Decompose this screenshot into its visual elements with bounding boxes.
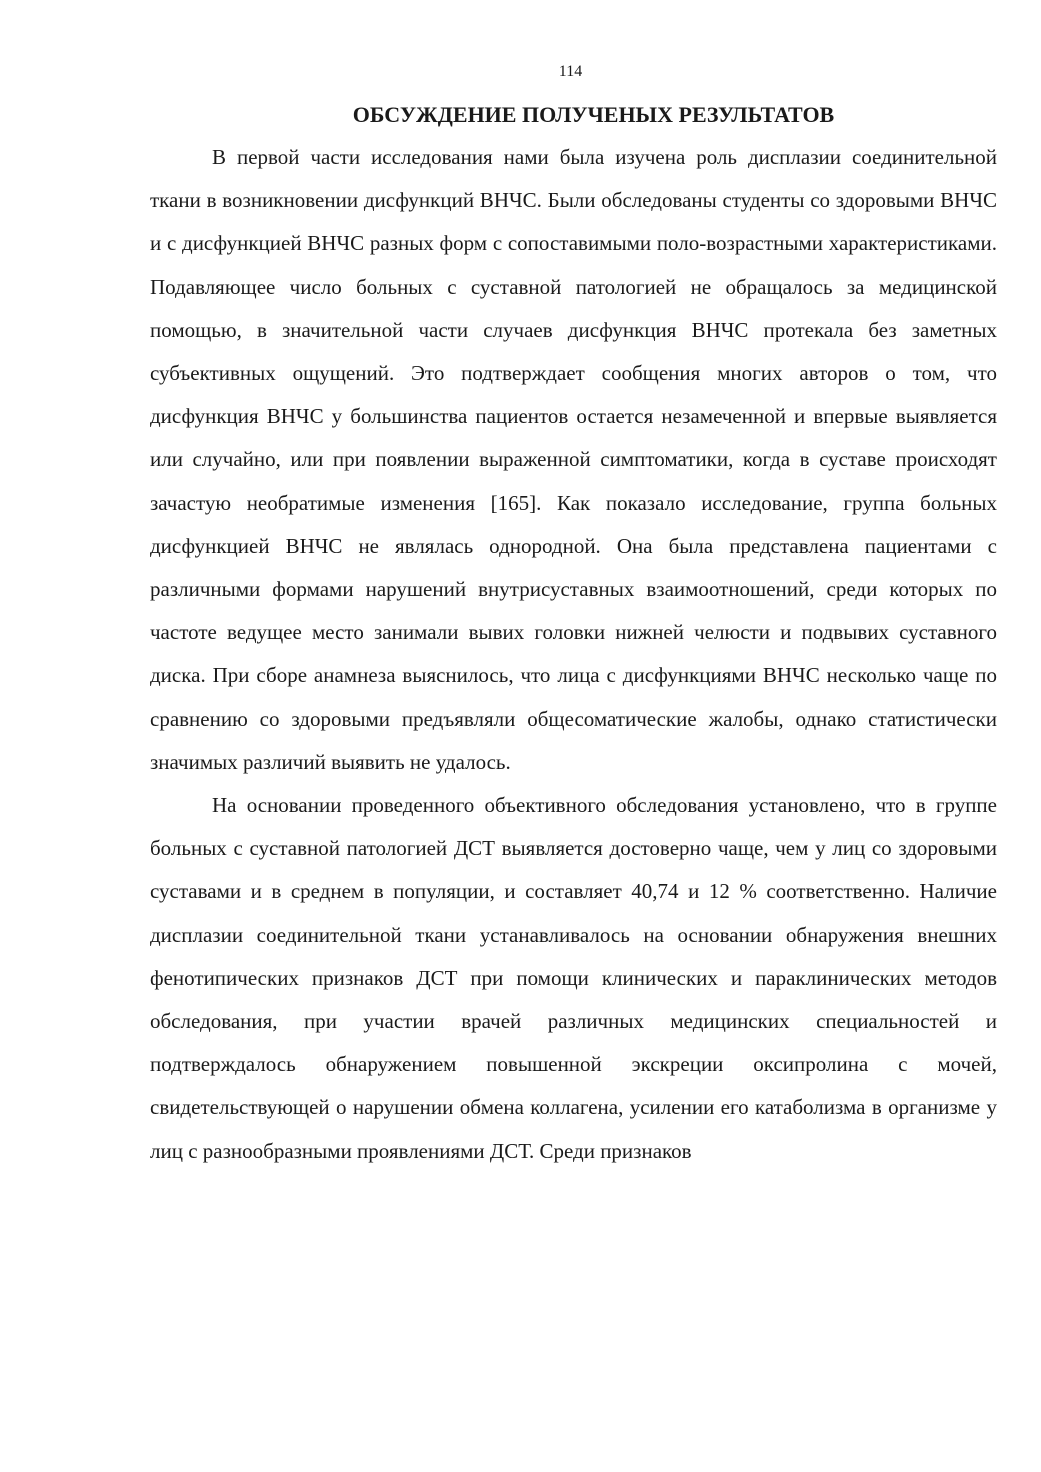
page-number: 114 [558, 63, 583, 80]
paragraph-1: В первой части исследования нами была изучена роль дисплазии соединительной ткани в возникновении дисфункций ВНЧС. Были обследованы студенты со здоровыми ВНЧС и с дисфункцией ВНЧС разных форм с сопоставимыми поло-возрастными характеристиками. Подавляющее число больных с суставной патологией не обращалось за медицинской помощью, в значительной части случаев дисфункция ВНЧС протекала без заметных субъективных ощущений. Это подтверждает сообщения многих авторов о том, что дисфункция ВНЧС у большинства пациентов остается незамеченной и впервые выявляется или случайно, или при появлении выраженной симптоматики, когда в суставе происходят зачастую необратимые изменения [165]. Как показало исследование, группа больных дисфункцией ВНЧС не являлась однородной. Она была представлена пациентами с различными формами нарушений внутрисуставных взаимоотношений, среди которых по частоте ведущее место занимали вывих головки нижней челюсти и подвывих суставного диска. При сборе анамнеза выяснилось, что лица с дисфункциями ВНЧС несколько чаще по сравнению со здоровыми предъявляли общесоматические жалобы, однако статистически значимых различий выявить не удалось. [150, 145, 997, 774]
section-heading: ОБСУЖДЕНИЕ ПОЛУЧЕНЫХ РЕЗУЛЬТАТОВ [352, 102, 835, 127]
paragraph-2: На основании проведенного объективного обследования установлено, что в группе больных с суставной патологией ДСТ выявляется достоверно чаще, чем у лиц со здоровыми суставами и в среднем в популяции, и составляет 40,74 и 12 % соответственно. Наличие дисплазии соединительной ткани устанавливалось на основании обнаружения внешних фенотипических признаков ДСТ при помощи клинических и параклинических методов обследования, при участии врачей различных медицинских специальностей и подтверждалось обнаружением повышенной экскреции оксипролина с мочей, свидетельствующей о нарушении обмена коллагена, усилении его катаболизма в организме у лиц с разнообразными проявлениями ДСТ. Среди признаков [150, 793, 997, 1163]
page-content [150, 100, 997, 1173]
